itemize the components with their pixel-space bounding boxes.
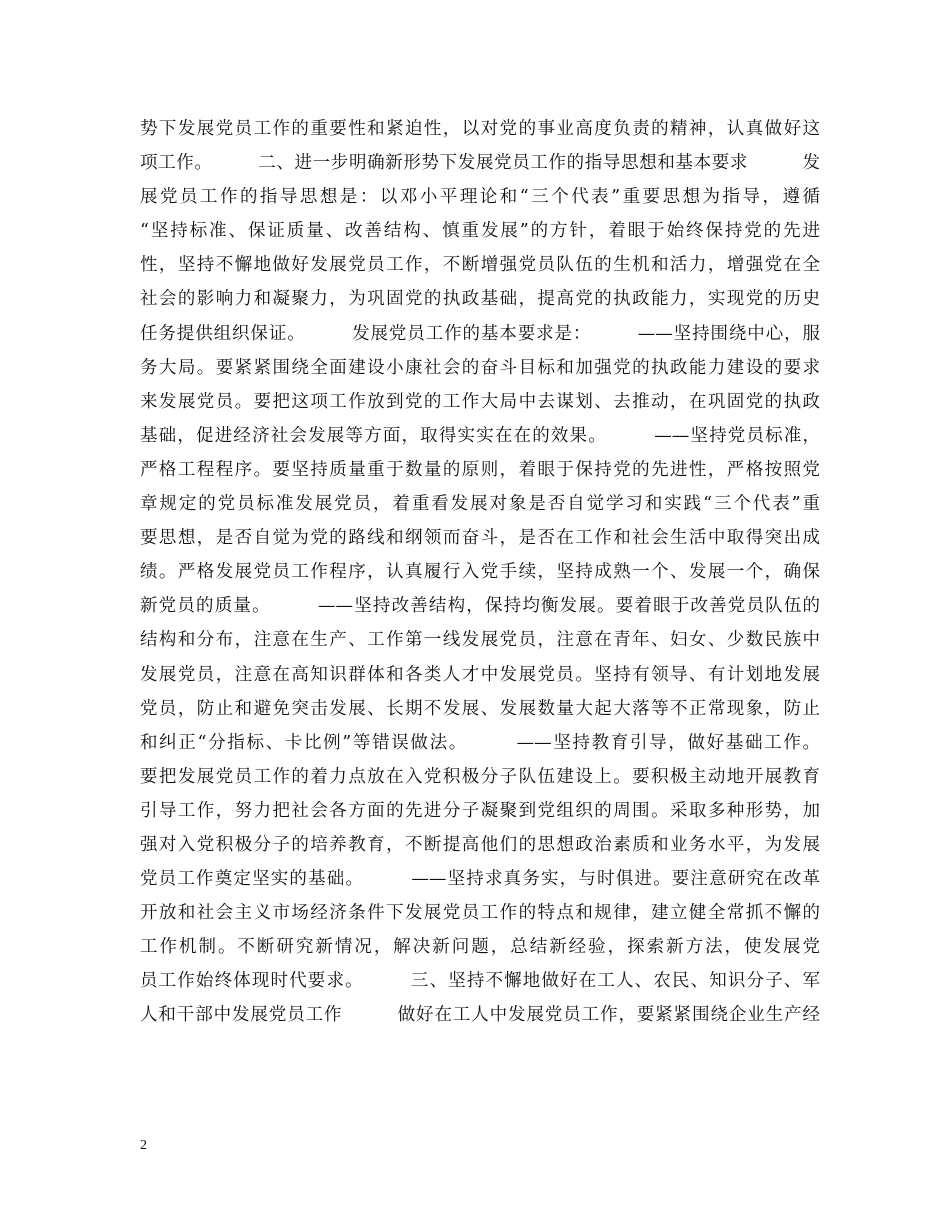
text-line: 新党员的质量。 ——坚持改善结构，保持均衡发展。要着眼于改善党员队伍的 (140, 596, 820, 617)
text-line: 要把发展党员工作的着力点放在入党积极分子队伍建设上。要积极主动地开展教育 (140, 766, 820, 787)
text-line: 开放和社会主义市场经济条件下发展党员工作的特点和规律，建立健全常抓不懈的 (140, 903, 820, 924)
text-line: 基础，促进经济社会发展等方面，取得实实在在的效果。 ——坚持党员标准， (140, 425, 820, 446)
text-line: 章规定的党员标准发展党员，着重看发展对象是否自觉学习和实践“三个代表”重 (140, 494, 820, 515)
text-line: 人和干部中发展党员工作 做好在工人中发展党员工作，要紧紧围绕企业生产经 (140, 1005, 820, 1026)
text-line: 项工作。 二、进一步明确新形势下发展党员工作的指导思想和基本要求 发 (140, 153, 820, 174)
text-line: “坚持标准、保证质量、改善结构、慎重发展”的方针，着眼于始终保持党的先进 (140, 221, 820, 242)
text-line: 绩。严格发展党员工作程序，认真履行入党手续，坚持成熟一个、发展一个，确保 (140, 562, 820, 583)
text-line: 结构和分布，注意在生产、工作第一线发展党员，注意在青年、妇女、少数民族中 (140, 630, 820, 651)
text-line: 和纠正“分指标、卡比例”等错误做法。 ——坚持教育引导，做好基础工作。 (140, 732, 820, 753)
text-line: 性，坚持不懈地做好发展党员工作，不断增强党员队伍的生机和活力，增强党在全 (140, 255, 820, 276)
text-line: 工作机制。不断研究新情况，解决新问题，总结新经验，探索新方法，使发展党 (140, 937, 820, 958)
text-line: 党员工作奠定坚实的基础。 ——坚持求真务实，与时俱进。要注意研究在改革 (140, 869, 820, 890)
body-text (140, 112, 820, 1033)
text-line: 任务提供组织保证。 发展党员工作的基本要求是： ——坚持围绕中心，服 (140, 323, 820, 344)
text-line: 员工作始终体现时代要求。 三、坚持不懈地做好在工人、农民、知识分子、军 (140, 971, 820, 992)
text-line: 要思想，是否自觉为党的路线和纲领而奋斗，是否在工作和社会生活中取得突出成 (140, 528, 820, 549)
text-line: 强对入党积极分子的培养教育，不断提高他们的思想政治素质和业务水平，为发展 (140, 834, 820, 855)
text-line: 展党员工作的指导思想是：以邓小平理论和“三个代表”重要思想为指导，遵循 (140, 187, 820, 208)
text-line: 党员，防止和避免突击发展、长期不发展、发展数量大起大落等不正常现象，防止 (140, 698, 820, 719)
text-line: 势下发展党员工作的重要性和紧迫性，以对党的事业高度负责的精神，认真做好这 (140, 119, 820, 139)
text-line: 发展党员，注意在高知识群体和各类人才中发展党员。坚持有领导、有计划地发展 (140, 664, 820, 685)
text-line: 严格工程程序。要坚持质量重于数量的原则，着眼于保持党的先进性，严格按照党 (140, 459, 820, 480)
text-line: 社会的影响力和凝聚力，为巩固党的执政基础，提高党的执政能力，实现党的历史 (140, 289, 820, 310)
page-number: 2 (140, 1138, 147, 1153)
text-line: 引导工作，努力把社会各方面的先进分子凝聚到党组织的周围。采取多种形势，加 (140, 800, 820, 821)
text-line: 来发展党员。要把这项工作放到党的工作大局中去谋划、去推动，在巩固党的执政 (140, 391, 820, 412)
text-line: 务大局。要紧紧围绕全面建设小康社会的奋斗目标和加强党的执政能力建设的要求 (140, 357, 820, 378)
